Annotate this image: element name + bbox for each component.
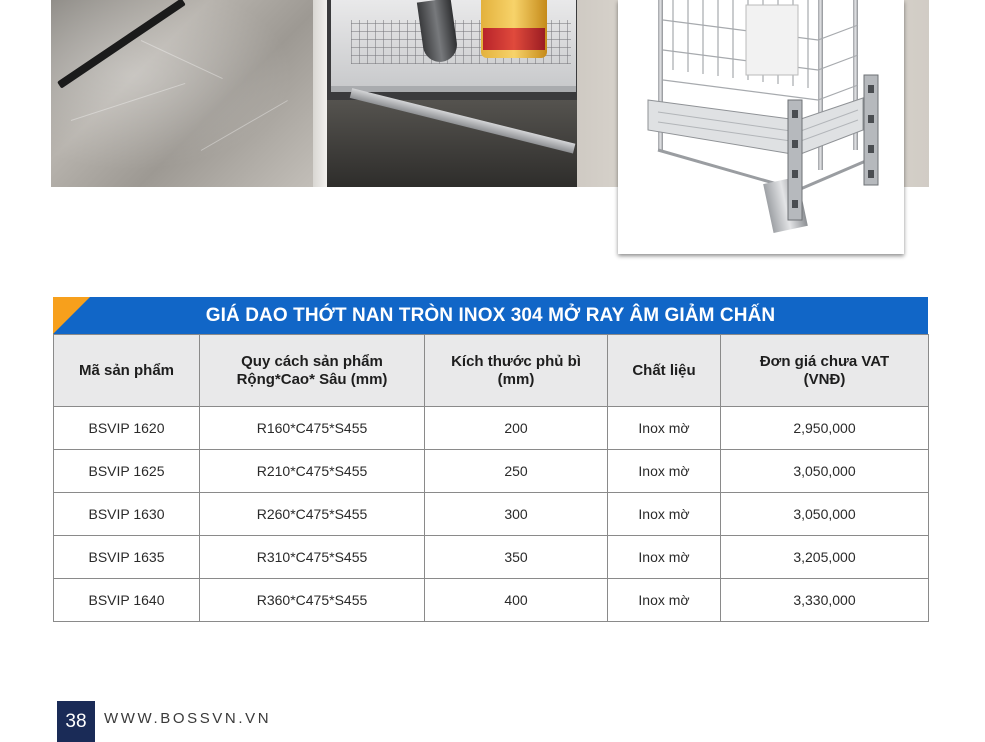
header-line: Rộng*Cao* Sâu (mm) xyxy=(236,370,388,388)
header-product-code xyxy=(54,335,200,407)
corner-accent xyxy=(53,297,90,334)
cabinet-side-panel xyxy=(313,0,327,187)
table-row xyxy=(54,536,929,579)
cell-specification: R260*C475*S455 xyxy=(200,493,425,536)
table-header-row xyxy=(54,335,929,407)
header-specification xyxy=(200,335,425,407)
header-line: (mm) xyxy=(497,370,535,388)
cell-overall-size: 250 xyxy=(425,450,608,493)
header-price xyxy=(721,335,929,407)
cell-material: Inox mờ xyxy=(608,536,721,579)
cell-product-code: BSVIP 1620 xyxy=(54,407,200,450)
cell-product-code: BSVIP 1625 xyxy=(54,450,200,493)
header-line: Kích thước phủ bì xyxy=(451,352,581,370)
cell-specification: R210*C475*S455 xyxy=(200,450,425,493)
cell-product-code: BSVIP 1630 xyxy=(54,493,200,536)
cell-price: 2,950,000 xyxy=(721,407,929,450)
website-link[interactable]: WWW.BOSSVN.VN xyxy=(104,709,272,727)
header-line: Quy cách sản phẩm xyxy=(241,352,383,370)
cell-overall-size: 300 xyxy=(425,493,608,536)
cell-specification: R160*C475*S455 xyxy=(200,407,425,450)
cell-product-code: BSVIP 1635 xyxy=(54,536,200,579)
header-line: (VNĐ) xyxy=(803,370,846,388)
cell-price: 3,050,000 xyxy=(721,493,929,536)
cell-price: 3,050,000 xyxy=(721,450,929,493)
header-overall-size xyxy=(425,335,608,407)
price-table-section xyxy=(53,297,928,622)
table-row xyxy=(54,579,929,622)
cell-material: Inox mờ xyxy=(608,407,721,450)
table-row xyxy=(54,450,929,493)
cell-price: 3,205,000 xyxy=(721,536,929,579)
product-image xyxy=(618,0,904,254)
page-number: 38 xyxy=(57,701,95,742)
cell-material: Inox mờ xyxy=(608,450,721,493)
cell-material: Inox mờ xyxy=(608,493,721,536)
header-line: Đơn giá chưa VAT xyxy=(759,352,890,370)
price-table xyxy=(53,334,929,622)
cell-overall-size: 350 xyxy=(425,536,608,579)
table-title-bar xyxy=(53,297,928,334)
marble-cabinet-door xyxy=(51,0,321,187)
wire-rack-drawing xyxy=(618,0,904,254)
table-title: GIÁ DAO THỚT NAN TRÒN INOX 304 MỞ RAY ÂM GIẢM CHẤN xyxy=(205,304,776,326)
cell-price: 3,330,000 xyxy=(721,579,929,622)
table-row xyxy=(54,493,929,536)
can-label xyxy=(483,28,545,50)
cell-material: Inox mờ xyxy=(608,579,721,622)
cell-overall-size: 200 xyxy=(425,407,608,450)
cell-specification: R310*C475*S455 xyxy=(200,536,425,579)
cell-overall-size: 400 xyxy=(425,579,608,622)
cell-product-code: BSVIP 1640 xyxy=(54,579,200,622)
header-material xyxy=(608,335,721,407)
header-line: Chất liệu xyxy=(632,361,696,379)
header-line: Mã sản phẩm xyxy=(78,361,175,379)
cell-specification: R360*C475*S455 xyxy=(200,579,425,622)
table-row xyxy=(54,407,929,450)
